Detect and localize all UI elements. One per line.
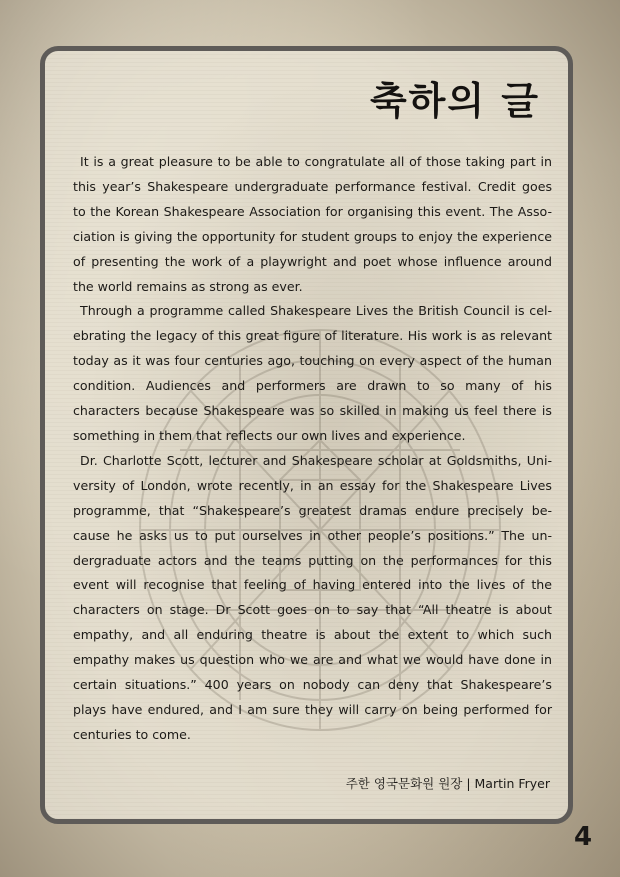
- body-paragraph: It is a great pleasure to be able to congratulate all of those taking part in this year’s Shakespeare undergraduate performance festival. Credit goes to the Korean Shakespeare Association for organising this event. The Asso-ciation is giving the opportunity for student groups to enjoy the experience of presenting the work of a playwright and poet whose influence around the world remains as strong as ever.: [73, 154, 552, 294]
- page-title: 축하의 글: [369, 79, 540, 123]
- body-paragraph: Through a programme called Shakespeare Lives the British Council is cel-ebrating the legacy of this great figure of literature. His work is as relevant today as it was four centuries ago, touching on every aspect of the human condition. Audiences and performers are drawn to so many of his characters because Shakespeare was so skilled in making us feel there is something in them that reflects our own lives and experience.: [73, 303, 552, 443]
- body-paragraph: Dr. Charlotte Scott, lecturer and Shakespeare scholar at Goldsmiths, Uni-versity of London, wrote recently, in an essay for the Shakespeare Lives programme, that “Shakespeare’s greatest dramas endure precisely be-cause he asks us to put ourselves in other people’s positions.” The un-dergraduate actors and the teams putting on the performances for this event will recognise that feeling of having entered into the lives of the characters on stage. Dr Scott goes on to say that “All theatre is about empathy, and all enduring theatre is about the extent to which such empathy makes us question who we are and what we would have done in certain situations.” 400 years on nobody can deny that Shakespeare’s plays have endured, and I am sure they will carry on being performed for centuries to come.: [73, 452, 552, 742]
- page-number: 4: [574, 822, 593, 852]
- signature: 주한 영국문화원 원장 | Martin Fryer: [345, 776, 550, 791]
- letter-body: [73, 150, 552, 748]
